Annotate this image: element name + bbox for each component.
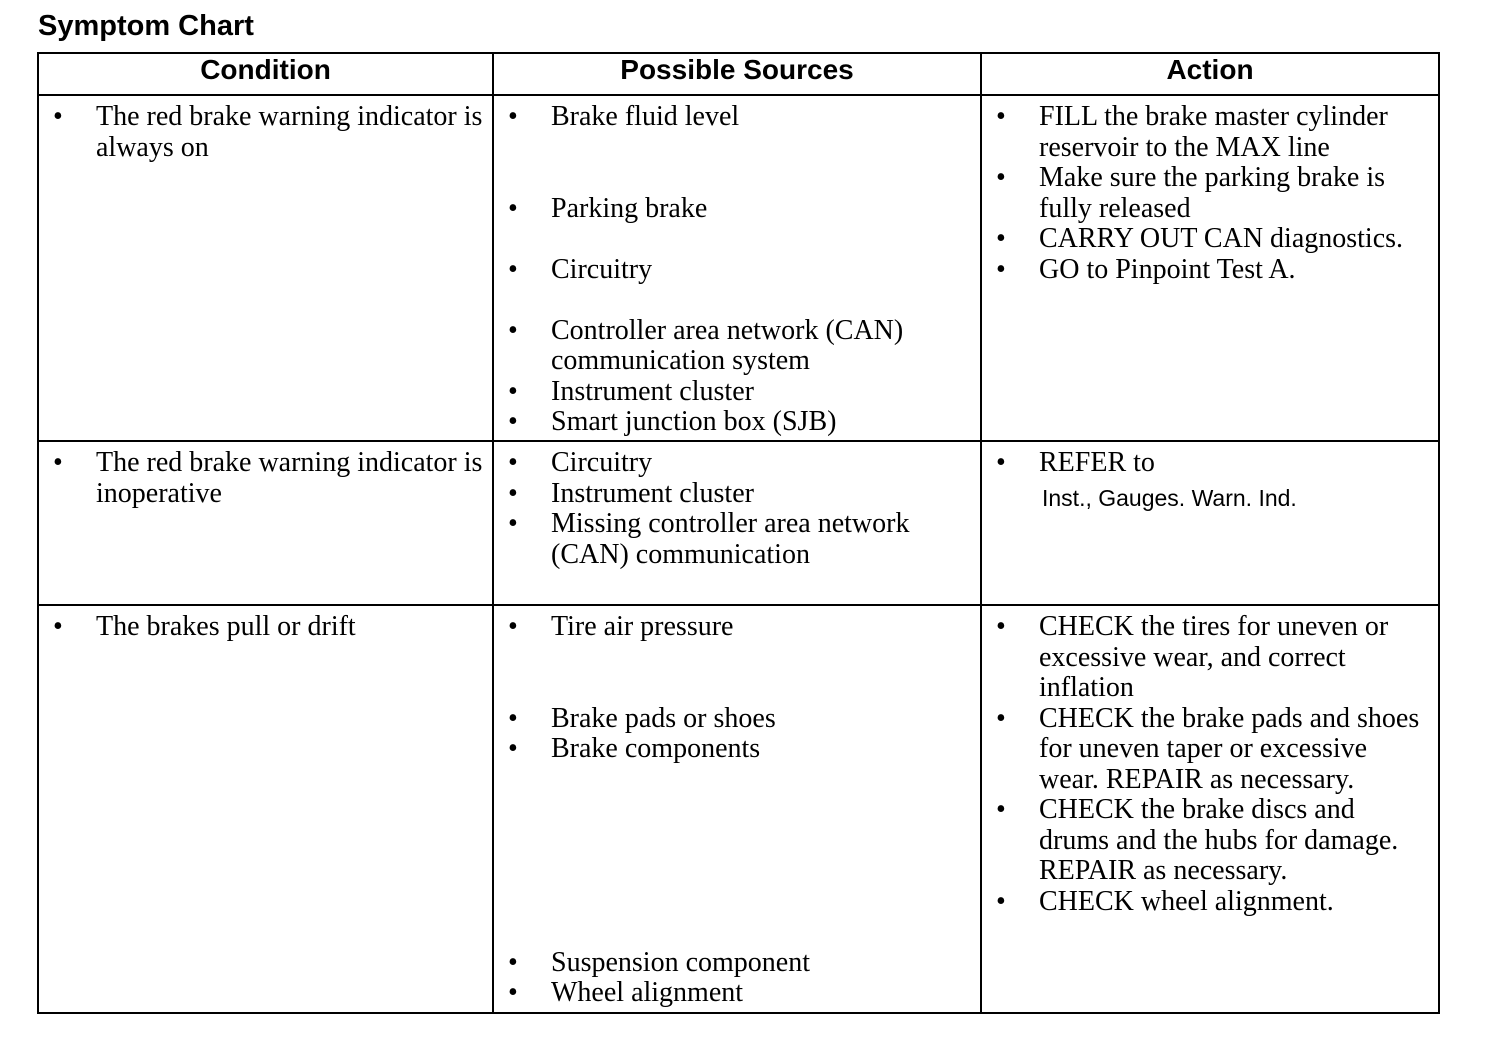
table-header-row — [38, 53, 1439, 95]
list-item: • Tire air pressure — [494, 612, 980, 643]
list-item: • The red brake warning indicator is always on — [39, 102, 492, 163]
table-row — [38, 605, 1439, 1013]
list-item: • Circuitry — [494, 255, 980, 286]
list-item: • Smart junction box (SJB) — [494, 407, 980, 438]
list-item: • CHECK the brake discs and drums and the hubs for damage. REPAIR as necessary. — [982, 795, 1438, 887]
header-possible-sources: Possible Sources — [493, 53, 981, 95]
list-item: • Controller area network (CAN) communication system — [494, 316, 980, 377]
table-row — [38, 441, 1439, 605]
symptom-chart-table — [37, 52, 1440, 1014]
action-cell — [981, 95, 1439, 441]
sources-cell — [493, 441, 981, 605]
list-item: • Brake fluid level — [494, 102, 980, 133]
header-action: Action — [981, 53, 1439, 95]
list-item: • Wheel alignment — [494, 978, 980, 1009]
list-item: • GO to Pinpoint Test A. — [982, 255, 1438, 286]
condition-cell — [38, 605, 493, 1013]
list-item: • Brake pads or shoes — [494, 704, 980, 735]
header-condition: Condition — [38, 53, 493, 95]
list-item: • FILL the brake master cylinder reservoir to the MAX line — [982, 102, 1438, 163]
list-item: • CARRY OUT CAN diagnostics. — [982, 224, 1438, 255]
action-cell — [981, 441, 1439, 605]
list-item: • Suspension component — [494, 948, 980, 979]
action-cell — [981, 605, 1439, 1013]
table-row — [38, 95, 1439, 441]
list-item: • CHECK the brake pads and shoes for uneven taper or excessive wear. REPAIR as necessary. — [982, 704, 1438, 796]
condition-cell — [38, 441, 493, 605]
refer-text: REFER to — [1039, 447, 1155, 478]
list-item — [982, 448, 1438, 513]
list-item: • Parking brake — [494, 194, 980, 225]
list-item: • The red brake warning indicator is inoperative — [39, 448, 492, 509]
list-item: • Brake components — [494, 734, 980, 765]
sources-cell — [493, 605, 981, 1013]
list-item: • Circuitry — [494, 448, 980, 479]
list-item: • CHECK wheel alignment. — [982, 887, 1438, 918]
condition-cell — [38, 95, 493, 441]
list-item: • The brakes pull or drift — [39, 612, 492, 643]
reference-link[interactable]: Inst., Gauges. Warn. Ind. — [1042, 484, 1297, 511]
list-item: • Make sure the parking brake is fully released — [982, 163, 1438, 224]
list-item: • Instrument cluster — [494, 377, 980, 408]
list-item: • CHECK the tires for uneven or excessive wear, and correct inflation — [982, 612, 1438, 704]
list-item: • Missing controller area network (CAN) communication — [494, 509, 980, 570]
sources-cell — [493, 95, 981, 441]
page-title: Symptom Chart — [38, 10, 254, 42]
list-item: • Instrument cluster — [494, 479, 980, 510]
